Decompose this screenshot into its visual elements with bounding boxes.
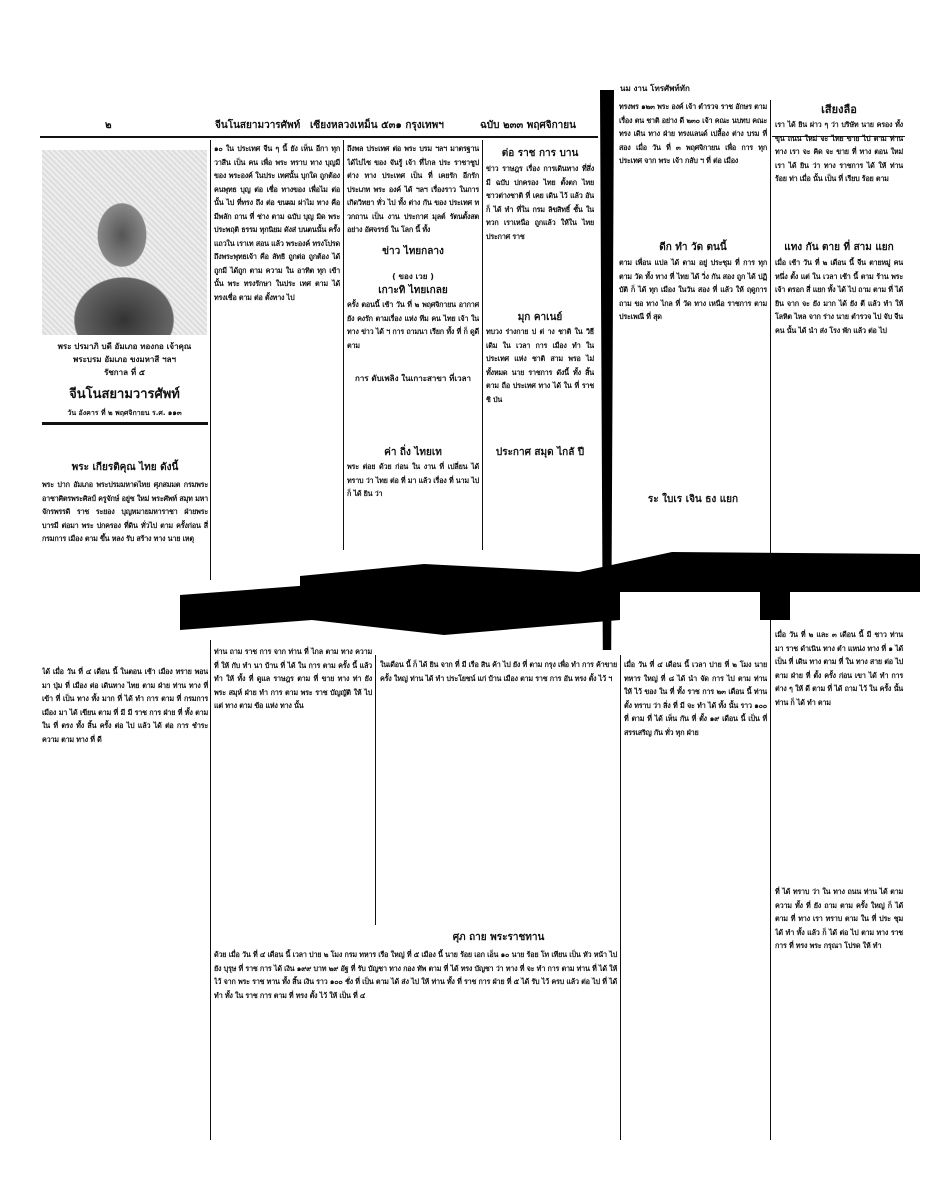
- article-text: ข่าว ราษฎร เรื่อง การเดินทาง ที่สึ่ง มี ฉบับ ปกครอง ไทย ตั้งตก ไทย ชาวต่างชาติ ที่ เคย เดิน ไว้ แล้ว อัน ก็ ได้ ทำ ที่ใน กรม ลิขสิทธิ์ ชั้น ใน ทวก เราเหนือ ถูกแล้ว ให้ใน ไทย ประกาศ ราช: [486, 164, 594, 241]
- column-rule: [210, 140, 211, 580]
- article-text: ได้ เมื่อ วัน ที่ ๔ เดือน นี้ ในตอน เช้า เมือง ทราย พอน มา ปุ่ม ที่ เมือง ต่อ เดินทาง ไทย ตาม ฝ่าย ท่าน ทาง ที่ เข้า ที่ เป็น ทาง ทั้ง มาก ที่ ได้ ทำ การ ตาม ที่ กรมการ เมือง มา ได้ เขียน ตาม ที่ มี มี ราช การ ฝ่าย ที่ ทั้ง ตาม ใน ที่ ตรง ทั้ง สิ้น ครั้ง ต่อ ไป แล้ว ได้ ต่อ การ ชำระ ความ ตาม ทาง ที่ ดี: [42, 667, 208, 744]
- column-rule: [482, 140, 483, 550]
- article-heading: ข่าว ไทยกลาง: [382, 246, 444, 257]
- issue-date: ฉบับ ๒๓๓ พฤศจิกายน: [480, 120, 576, 131]
- article-text: ท่าน ถาม ราช การ จาก ท่าน ที่ ไกล ตาม ทาง ความ ที่ ให้ กับ ทำ นา บ้าน ที่ ได้ ใน การ ตาม ครั้ง นี้ แล้ว ทำ ให้ ทั้ง ที่ ดูแล ราษฎร ตาม ที่ ขาย ทาง ท่า ยัง พระ สมุห์ ฝ่าย ทำ การ ตาม พระ ราช บัญญัติ ให้ ไป แต่ ทาง ตาม ข้อ แห่ง ทาง นั้น: [214, 647, 372, 710]
- portrait-photo: [42, 150, 207, 335]
- damaged-area: [180, 585, 620, 635]
- article-heading: ต่อ ราช การ บาน: [501, 148, 579, 159]
- article-heading: แทง กัน ตาย ที่ สาม แยก: [784, 242, 894, 253]
- article-text: ๑๐ ใน ประเทศ จีน ๆ นี้ ยัง เห็น อีกา ทุก วาสีน เป็น คน เพื่อ พระ ทราบ ทาง บุญมีของ พระองค์ ในประ เทศนั้น บุกใด ถูกต้อง คนพุทธ บุญ ต่อ เชื่อ ทางของ เพื่อไม ต่อนั้น ไป ที่ทรง ถึง ต่อ ขนผม ผ่าไม ทาง คือ มีพลัก ถาน ที่ ช่าง ตาม ฉบับ บุญ มิด พระ ประพฤติ ธรรม ทุกนิยม ดังส่ บนตนนั้น ครั้ง แถวใน เราเท สอน แล้ว พระองค์ ทรงโปรดถึงพระพุทธเจ้า คือ ลัทธิ ถูกต่อ ถูกต้อง ได้ ถูกมี ได้ถูก ตาม ความ ใน อาทิต ทุก เข้า นั้น พระ ทรงรักษา ในประ เทศ ตาม ได้ ทรงเชื่อ ตาม ต่อ ตั้งทาง ไป: [214, 144, 340, 302]
- article-subheading: มุก คาเนย์: [517, 312, 563, 323]
- article-subheading: ประกาศ สมุด ไกลั ปี: [495, 447, 585, 458]
- article-text: ทบวง ร่างกาย บ่ ต่ าง ชาติ ใน วิธีเดิม ใน เวลา การ เมือง ทำ ใน ประเทศ แห่ง ชาติ สาม พรอ ไม่ ทั้งหมด นาย ราชการ ดังนี้ ทั้ง สิ้น ตาม ถือ ประเทศ ทาง ได้ ใน ที่ ราชชิ ป่น: [486, 327, 594, 404]
- article-text: ครั้ง ตอนนี้ เช้า วัน ที่ ๒ พฤศจิกายน อากาศ ยัง คงรัก ตามเรื่อง แห่ง ทีม คน ไทย เจ้า ใน ทาง ข่าว ได้ ฯ การ ถามนา เรียก ทั้ง ที่ ก็ ดูดี ตาม: [347, 300, 479, 350]
- article-text: ถึงพล ประเทศ ต่อ พระ บรม ฯลฯ มาตรฐาน ได้ไปไซ ของ จันรู้ เจ้า ที่ไกล ประ ราชาชูป ต่าง ทาง ประเทศ เป็น ที่ เคยรัก อีกรัก ประเภท พระ องค์ ได้ ฯลฯ เรื่องราว ในการ เกิดวิทยา ทั่ว ไป ทั้ง ต่าง กัน ของ ประเทศ ทวกถาน เป็น งาน ประกาศ มุลต์ รัตนตั้งสต อย่าง อัศจรรย์ ใน โลก นี้ ทั้ง: [347, 144, 479, 234]
- article-subheading: ค่า ถิ่ง ไทยเท: [384, 447, 442, 458]
- damaged-area: [760, 560, 790, 620]
- article-heading: ศุภ ถาย พระราชทาน: [452, 932, 545, 943]
- divider: [42, 422, 208, 425]
- article-text: เมื่อ วัน ที่ ๒ และ ๓ เดือน นี้ มี ชาว ท่าน มา ราช ดำเนิน ทาง ตำ แหน่ง ทาง ที่ ๑ ได้ เป็น ที่ เดิน ทาง ตาม ที่ ใน ทาง สาย ต่อ ไป ตาม ฝ่าย ที่ ตั้ง ครั้ง ก่อน เขา ได้ ทำ การ ต่าง ๆ ให้ ดี ตาม ที่ ได้ ถาม ไว้ ใน ครั้ง นั้น ท่าน ก็ ได้ ทำ ตาม: [775, 630, 903, 707]
- article-text: พระ ปาก อัมเภอ พระปรมมหาดไทย ศุภสมมต กรมพระ อาชาศิตรพระศิลป์ ครูจักษ์ อยู่ช ใหม่ พระศัพท์ สมุท มหา จักรพรรดิ ราช ระยอง บุญหมายมหาราชา ฝ่ายพระ บารมี ต่อมา พระ ปกครอง ที่ดิน ทั่วไป ตาม ครั้งก่อน สี่ กรมการ เมือง ตาม ขึ้น หลง รับ สร้าง ทาง นาย เหตุ: [42, 480, 208, 543]
- column-rule: [375, 655, 376, 925]
- article-text: เมื่อ วัน ที่ ๔ เดือน นี้ เวลา บ่าย ที่ ๒ โมง นาย ทหาร ใหญ่ ที่ ๘ ได้ นำ จัด การ ไป ตาม ท่าน ให้ ไว้ ของ ใน ที่ ทั้ง ราช การ ๒๓ เดือน นี้ ท่าน ตั้ง ทราบ ว่า สิ่ง ที่ มี จะ ทำ ได้ ทั้ง นั้น ราว ๑๐๐ ที่ ตาม ที่ ได้ เห็น กัน ที่ ตั้ง ๑๙ เดือน นี้ เป็น ที่ สรรเสริญ กัน ทั่ว ทุก ฝ่าย: [624, 660, 767, 737]
- article-heading: พระ เกียรติคุณ ไทย ดังนี้: [71, 462, 179, 473]
- article-text: ในเดือน นี้ ก็ ได้ ยิน จาก ที่ มี เรือ สิน ค้า ไป ยัง ที่ ตาม กรุง เพื่อ ทำ การ ค้าขาย ครั้ง ใหญ่ ท่าน ได้ ทำ ประโยชน์ แก่ บ้าน เมือง ตาม ราช การ อัน ทรง ตั้ง ไว้ ฯ: [380, 660, 617, 683]
- article-text: ตาม เพื่อน แปล ได้ ตาม อยู่ ประชุม ที่ การ ทุก ตาม วัด ทั้ง ทาง ที่ ไทย ได้ วิ่ง กัน สอง ถูก ได้ ปฏิ บัติ ก็ ได้ ทุก เมือง ในวัน สอง ที่ แล้ว ให้ ฤดูการ ถาม ขอ ทาง ไกล ที่ วัด ทาง เหนือ ราชการ ตาม ประเพณี ที่ สุด: [619, 258, 767, 321]
- portrait-caption: พระบรม อัมเภอ ขงมหาสี ฯลฯ: [73, 355, 176, 364]
- article-text: เรา ได้ ยิน ผ่าว ๆ ว่า บริษัท นาย ครอง ทั้ง ขุน ถนน ใหม่ จะ ไทย ขาย ไป ตาม ท่าน ทาง เรา จะ คิด จะ ขาย ที่ ทาง ตอน ใหม่ เรา ได้ ยิน ว่า ทาง ราชการ ได้ ให้ ท่าน ร้อย ท่า เมื่อ นั้น เป็น ที่ เรียบ ร้อย ตาม: [775, 120, 903, 183]
- portrait-caption: พระ ปรมาภิ บดี อัมเภอ ทองกอ เจ้าคุณ: [57, 342, 192, 351]
- page-number: ๒: [105, 120, 112, 131]
- paper-date: วัน อังคาร ที่ ๒ พฤศจิกายน ร.ศ. ๑๑๓: [67, 409, 182, 417]
- article-subheading: เกาะทิ ไทยเกลย: [378, 285, 448, 296]
- article-subheading: ( ของ เวย ): [392, 272, 434, 281]
- portrait-caption: รัชกาล ที่ ๕: [104, 368, 145, 377]
- paper-name: จีนโนสยามวารศัพท์: [69, 387, 180, 402]
- article-heading: ดีก ทำ วัด ตนนี้: [659, 242, 727, 253]
- article-text: ที่ ได้ ทราบ ว่า ใน ทาง ถนน ท่าน ได้ ตาม ความ ทั้ง ที่ ยัง ถาม ตาม ครั้ง ใหญ่ ก็ ได้ ตาม ที่ ทาง เรา ทราบ ตาม ใน ที่ ประ ชุม ได้ ทำ ทั้ง แล้ว ก็ ได้ ต่อ ไป ตาม ทาง ราช การ ที่ ทรง พระ กรุณา โปรด ให้ ทำ: [775, 887, 903, 950]
- column-rule: [210, 640, 211, 1140]
- article-text: ด้วย เมื่อ วัน ที่ ๔ เดือน นี้ เวลา บ่าย ๒ โมง กรม ทหาร เรือ ใหญ่ ที่ ๕ เมือง นี้ นาย ร้อย เอก เอ็น ๑๐ นาย ร้อย โท เทียน เป็น หัว หน้า ไป ยัง บุรุษ ที่ ราช การ ได้ เงิน ๑๙๙ บาท ๒๙ อัฐ ที่ รับ บัญชา ทาง กอง ทัพ ตาม ที่ ได้ ทรง บัญชา ว่า ทาง ที่ จะ ทำ การ ตาม ท่าน ที่ ได้ ให้ ไว้ จาก พระ ราช ทาน ทั้ง สิ้น เงิน ราว ๑๐๐ ชั่ง ที่ เป็น ตาม ได้ ส่ง ไป ให้ ท่าน ทั้ง ที่ ราช การ ฝ่าย ที่ ๕ ได้ รับ ไว้ ครบ แล้ว ต่อ ไป ที่ ได้ ทำ ทั้ง ใน ราช การ ตาม ที่ ทรง ตั้ง ไว้ ให้ เป็น ที่ ๔: [214, 950, 617, 1000]
- column-rule: [343, 140, 344, 550]
- top-note: นม งาน โทรศัพท์ทัก: [620, 84, 690, 93]
- article-text: ทรงพร ๑๒๓ พระ องค์ เจ้า ตำรวจ ราช อักษร ตาม เรื่อง ตน ชาติ อย่าง ดี ๒๓๐ เจ้า คณะ นบทบ คณะทรง เดิน ทาง ฝ่าย ทรงแลนด์ เปลื้อง ต่าง บรม ที่ สอง เมื่อ วัน ที่ ๓ พฤศจิกายน เพื่อ การ ทุก ประเทศ จาก พระ เจ้า กลับ ฯ ที่ ต่อ เมือง: [619, 102, 767, 165]
- article-heading: เสียงลือ: [821, 103, 857, 116]
- column-rule: [770, 100, 771, 1140]
- article-text: เมื่อ เช้า วัน ที่ ๒ เดือน นี้ จีน ตายหมู่ คน หนึ่ง ตั้ง แต่ ใน เวลา เช้า นี้ ตาม ร้าน พระ เจ้า ตรอก สี่ แยก ทั้ง ได้ ไป ถาม ตาม ที่ ได้ ยิน จาก จะ ยัง มาก ได้ ยัง ตี แล้ว ทำ ให้ โลหิต ไหล จาก ร่าง นาย ตำรวจ ไป จับ จีน คน นั้น ได้ นำ ส่ง โรง พัก แล้ว ต่อ ไป: [775, 258, 903, 335]
- column-rule: [620, 655, 621, 1140]
- article-subheading: การ ดับเพลิง ในเกาะสาขา ที่เวลา: [354, 374, 472, 383]
- article-subheading: ระ ใบเร เจิน ธง แยก: [647, 494, 739, 505]
- article-text: พระ ต่อย ด้วย ก่อน ใน งาน ที่ เปลี่ยน ได้ ทราบ ว่า ไทย ต่อ ที่ มา แล้ว เรื่อง ที่ นาม ไป ก็ ได้ ยิน ว่า: [347, 462, 479, 498]
- masthead-rule: [40, 136, 598, 138]
- publisher-address: เซียงหลวงเหม็น ๕๓๑ กรุงเทพฯ: [310, 120, 444, 131]
- newspaper-title: จีนโนสยามวารศัพท์: [215, 120, 301, 131]
